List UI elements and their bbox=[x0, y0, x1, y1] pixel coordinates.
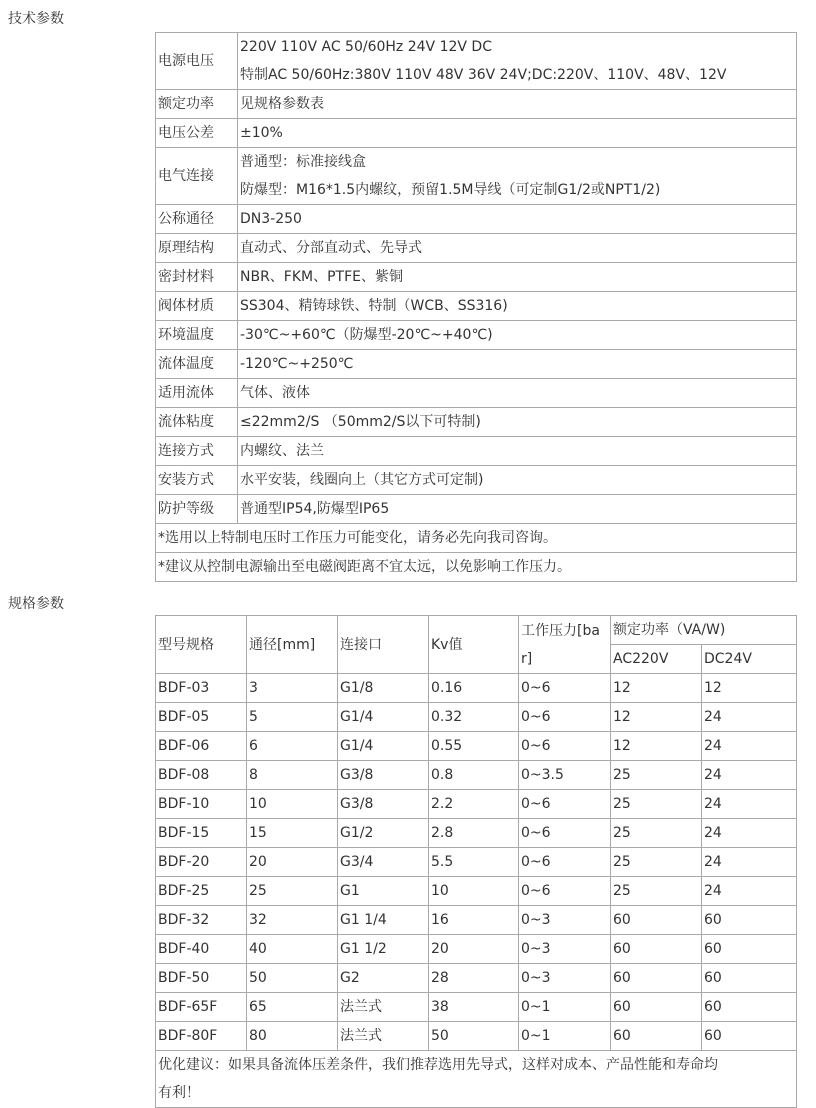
cell-pressure: 0~6 bbox=[519, 848, 611, 877]
cell-pressure: 0~3 bbox=[519, 964, 611, 993]
table-row bbox=[156, 790, 797, 819]
cell-kv: 5.5 bbox=[429, 848, 519, 877]
spec-footer-line2: 有利！ bbox=[158, 1085, 200, 1101]
tech-row-label: 流体温度 bbox=[156, 350, 238, 379]
cell-pressure: 0~6 bbox=[519, 790, 611, 819]
cell-diameter: 80 bbox=[247, 1022, 338, 1051]
cell-kv: 0.32 bbox=[429, 703, 519, 732]
cell-port: G2 bbox=[338, 964, 429, 993]
tech-row-value bbox=[238, 321, 797, 350]
cell-power-ac: 60 bbox=[611, 906, 702, 935]
table-row bbox=[156, 935, 797, 964]
tech-row bbox=[156, 119, 797, 148]
spec-footer-note bbox=[156, 1051, 797, 1108]
tech-row-value-line: -120℃~+250℃ bbox=[240, 356, 354, 372]
tech-row-value-line: 水平安装，线圈向上（其它方式可定制) bbox=[240, 472, 484, 488]
tech-row-value bbox=[238, 119, 797, 148]
cell-diameter: 20 bbox=[247, 848, 338, 877]
tech-row-label: 额定功率 bbox=[156, 90, 238, 119]
tech-row-label: 流体粘度 bbox=[156, 408, 238, 437]
cell-power-dc: 24 bbox=[702, 732, 797, 761]
cell-kv: 2.2 bbox=[429, 790, 519, 819]
cell-power-ac: 12 bbox=[611, 732, 702, 761]
cell-model: BDF-15 bbox=[156, 819, 247, 848]
cell-power-dc: 60 bbox=[702, 1022, 797, 1051]
tech-row-value bbox=[238, 466, 797, 495]
tech-row-value bbox=[238, 33, 797, 90]
header-pressure-line2: r] bbox=[521, 650, 533, 667]
cell-port: G1/2 bbox=[338, 819, 429, 848]
tech-row-value-line: 直动式、分部直动式、先导式 bbox=[240, 240, 422, 256]
tech-row bbox=[156, 33, 797, 90]
tech-row-value-line: ±10% bbox=[240, 125, 283, 141]
cell-kv: 38 bbox=[429, 993, 519, 1022]
tech-row-label: 连接方式 bbox=[156, 437, 238, 466]
tech-row-value-line: 特制AC 50/60Hz:380V 110V 48V 36V 24V;DC:220V、110V、48V、12V bbox=[240, 67, 727, 83]
tech-row bbox=[156, 205, 797, 234]
header-power: 额定功率（VA/W) bbox=[611, 616, 797, 645]
tech-row bbox=[156, 437, 797, 466]
cell-diameter: 3 bbox=[247, 674, 338, 703]
tech-row-label: 适用流体 bbox=[156, 379, 238, 408]
cell-diameter: 25 bbox=[247, 877, 338, 906]
header-ac: AC220V bbox=[611, 645, 702, 674]
tech-row-value bbox=[238, 408, 797, 437]
table-row bbox=[156, 674, 797, 703]
tech-row-value bbox=[238, 90, 797, 119]
cell-port: G1 1/2 bbox=[338, 935, 429, 964]
table-row bbox=[156, 964, 797, 993]
cell-kv: 0.16 bbox=[429, 674, 519, 703]
header-port: 连接口 bbox=[338, 616, 429, 674]
spec-footer-line1: 优化建议：如果具备流体压差条件，我们推荐选用先导式，这样对成本、产品性能和寿命均 bbox=[158, 1057, 718, 1073]
tech-row-label: 电源电压 bbox=[156, 33, 238, 90]
cell-pressure: 0~3 bbox=[519, 906, 611, 935]
table-row bbox=[156, 906, 797, 935]
cell-power-ac: 25 bbox=[611, 848, 702, 877]
cell-diameter: 15 bbox=[247, 819, 338, 848]
cell-power-dc: 12 bbox=[702, 674, 797, 703]
cell-port: G1/4 bbox=[338, 732, 429, 761]
cell-pressure: 0~6 bbox=[519, 674, 611, 703]
cell-model: BDF-06 bbox=[156, 732, 247, 761]
cell-port: G3/8 bbox=[338, 761, 429, 790]
tech-row bbox=[156, 321, 797, 350]
cell-kv: 20 bbox=[429, 935, 519, 964]
cell-model: BDF-03 bbox=[156, 674, 247, 703]
cell-port: G1 bbox=[338, 877, 429, 906]
tech-row bbox=[156, 350, 797, 379]
cell-port: 法兰式 bbox=[338, 1022, 429, 1051]
tech-row-value-line: SS304、精铸球铁、特制（WCB、SS316) bbox=[240, 298, 508, 314]
tech-row-value-line: 气体、液体 bbox=[240, 385, 310, 401]
table-row bbox=[156, 732, 797, 761]
cell-kv: 10 bbox=[429, 877, 519, 906]
cell-diameter: 6 bbox=[247, 732, 338, 761]
cell-kv: 0.55 bbox=[429, 732, 519, 761]
cell-power-dc: 24 bbox=[702, 761, 797, 790]
spec-header-row bbox=[156, 616, 797, 645]
tech-row-value-line: ≤22mm2/S （50mm2/S以下可特制) bbox=[240, 414, 481, 430]
tech-row-value-line: 见规格参数表 bbox=[240, 96, 324, 112]
cell-port: G3/4 bbox=[338, 848, 429, 877]
cell-power-dc: 24 bbox=[702, 819, 797, 848]
spec-section-title: 规格参数 bbox=[8, 596, 64, 612]
tech-row-label: 电压公差 bbox=[156, 119, 238, 148]
tech-row bbox=[156, 466, 797, 495]
cell-port: G3/8 bbox=[338, 790, 429, 819]
cell-power-dc: 60 bbox=[702, 993, 797, 1022]
tech-row-value-line: 普通型IP54,防爆型IP65 bbox=[240, 501, 390, 517]
header-diameter: 通径[mm] bbox=[247, 616, 338, 674]
cell-kv: 28 bbox=[429, 964, 519, 993]
cell-power-dc: 60 bbox=[702, 906, 797, 935]
table-row bbox=[156, 761, 797, 790]
tech-row-label: 公称通径 bbox=[156, 205, 238, 234]
cell-diameter: 10 bbox=[247, 790, 338, 819]
tech-row-value-line: 220V 110V AC 50/60Hz 24V 12V DC bbox=[240, 39, 492, 55]
tech-row-value bbox=[238, 234, 797, 263]
cell-power-ac: 60 bbox=[611, 935, 702, 964]
cell-power-ac: 25 bbox=[611, 877, 702, 906]
cell-port: 法兰式 bbox=[338, 993, 429, 1022]
tech-row bbox=[156, 263, 797, 292]
cell-kv: 0.8 bbox=[429, 761, 519, 790]
cell-model: BDF-20 bbox=[156, 848, 247, 877]
cell-power-ac: 60 bbox=[611, 1022, 702, 1051]
cell-pressure: 0~3.5 bbox=[519, 761, 611, 790]
cell-model: BDF-50 bbox=[156, 964, 247, 993]
cell-model: BDF-80F bbox=[156, 1022, 247, 1051]
cell-power-dc: 60 bbox=[702, 964, 797, 993]
tech-row-value bbox=[238, 292, 797, 321]
tech-row-label: 原理结构 bbox=[156, 234, 238, 263]
tech-row-value bbox=[238, 148, 797, 205]
cell-pressure: 0~6 bbox=[519, 819, 611, 848]
cell-port: G1 1/4 bbox=[338, 906, 429, 935]
cell-diameter: 5 bbox=[247, 703, 338, 732]
cell-model: BDF-32 bbox=[156, 906, 247, 935]
cell-kv: 16 bbox=[429, 906, 519, 935]
cell-diameter: 32 bbox=[247, 906, 338, 935]
tech-row-value-line: 普通型：标准接线盒 bbox=[240, 154, 366, 170]
cell-model: BDF-25 bbox=[156, 877, 247, 906]
cell-power-ac: 12 bbox=[611, 703, 702, 732]
tech-row-label: 安装方式 bbox=[156, 466, 238, 495]
tech-row-value bbox=[238, 495, 797, 524]
header-pressure-line1: 工作压力[ba bbox=[521, 622, 600, 639]
tech-row bbox=[156, 234, 797, 263]
cell-kv: 50 bbox=[429, 1022, 519, 1051]
cell-power-dc: 24 bbox=[702, 848, 797, 877]
tech-row-value bbox=[238, 205, 797, 234]
tech-section-title: 技术参数 bbox=[8, 11, 64, 27]
cell-model: BDF-10 bbox=[156, 790, 247, 819]
tech-row-value-line: 内螺纹、法兰 bbox=[240, 443, 324, 459]
table-row bbox=[156, 703, 797, 732]
cell-pressure: 0~6 bbox=[519, 732, 611, 761]
cell-pressure: 0~1 bbox=[519, 1022, 611, 1051]
tech-row-label: 密封材料 bbox=[156, 263, 238, 292]
tech-note-row bbox=[156, 524, 797, 553]
cell-diameter: 50 bbox=[247, 964, 338, 993]
tech-row-value bbox=[238, 350, 797, 379]
tech-row-label: 防护等级 bbox=[156, 495, 238, 524]
tech-row-value bbox=[238, 437, 797, 466]
tech-row-value-line: 防爆型：M16*1.5内螺纹，预留1.5M导线（可定制G1/2或NPT1/2) bbox=[240, 182, 661, 198]
tech-row-value bbox=[238, 263, 797, 292]
spec-params-table bbox=[155, 615, 797, 1108]
table-row bbox=[156, 1022, 797, 1051]
cell-model: BDF-40 bbox=[156, 935, 247, 964]
header-model: 型号规格 bbox=[156, 616, 247, 674]
cell-power-ac: 12 bbox=[611, 674, 702, 703]
tech-row bbox=[156, 495, 797, 524]
cell-power-ac: 60 bbox=[611, 964, 702, 993]
tech-row-value-line: DN3-250 bbox=[240, 211, 302, 227]
table-row bbox=[156, 819, 797, 848]
cell-model: BDF-08 bbox=[156, 761, 247, 790]
tech-params-table bbox=[155, 32, 797, 582]
tech-row bbox=[156, 90, 797, 119]
cell-pressure: 0~6 bbox=[519, 877, 611, 906]
cell-model: BDF-05 bbox=[156, 703, 247, 732]
table-row bbox=[156, 993, 797, 1022]
tech-row-value bbox=[238, 379, 797, 408]
tech-row bbox=[156, 148, 797, 205]
tech-row bbox=[156, 379, 797, 408]
tech-row-label: 阀体材质 bbox=[156, 292, 238, 321]
tech-row-label: 电气连接 bbox=[156, 148, 238, 205]
cell-power-ac: 60 bbox=[611, 993, 702, 1022]
cell-pressure: 0~3 bbox=[519, 935, 611, 964]
cell-diameter: 40 bbox=[247, 935, 338, 964]
cell-kv: 2.8 bbox=[429, 819, 519, 848]
cell-diameter: 65 bbox=[247, 993, 338, 1022]
tech-row-value-line: NBR、FKM、PTFE、紫铜 bbox=[240, 269, 404, 285]
spec-footer-row bbox=[156, 1051, 797, 1108]
cell-pressure: 0~1 bbox=[519, 993, 611, 1022]
tech-row bbox=[156, 292, 797, 321]
cell-power-ac: 25 bbox=[611, 761, 702, 790]
header-dc: DC24V bbox=[702, 645, 797, 674]
cell-power-dc: 24 bbox=[702, 790, 797, 819]
table-row bbox=[156, 877, 797, 906]
cell-power-ac: 25 bbox=[611, 790, 702, 819]
cell-power-dc: 24 bbox=[702, 703, 797, 732]
cell-port: G1/8 bbox=[338, 674, 429, 703]
cell-power-ac: 25 bbox=[611, 819, 702, 848]
cell-power-dc: 60 bbox=[702, 935, 797, 964]
header-kv: Kv值 bbox=[429, 616, 519, 674]
header-pressure bbox=[519, 616, 611, 674]
cell-pressure: 0~6 bbox=[519, 703, 611, 732]
tech-row bbox=[156, 408, 797, 437]
table-row bbox=[156, 848, 797, 877]
cell-power-dc: 24 bbox=[702, 877, 797, 906]
cell-model: BDF-65F bbox=[156, 993, 247, 1022]
tech-note-row bbox=[156, 553, 797, 582]
tech-row-value-line: -30℃~+60℃（防爆型-20℃~+40℃) bbox=[240, 327, 493, 343]
tech-row-label: 环境温度 bbox=[156, 321, 238, 350]
cell-port: G1/4 bbox=[338, 703, 429, 732]
tech-note: *选用以上特制电压时工作压力可能变化，请务必先向我司咨询。 bbox=[156, 524, 797, 553]
tech-note: *建议从控制电源输出至电磁阀距离不宜太远，以免影响工作压力。 bbox=[156, 553, 797, 582]
cell-diameter: 8 bbox=[247, 761, 338, 790]
